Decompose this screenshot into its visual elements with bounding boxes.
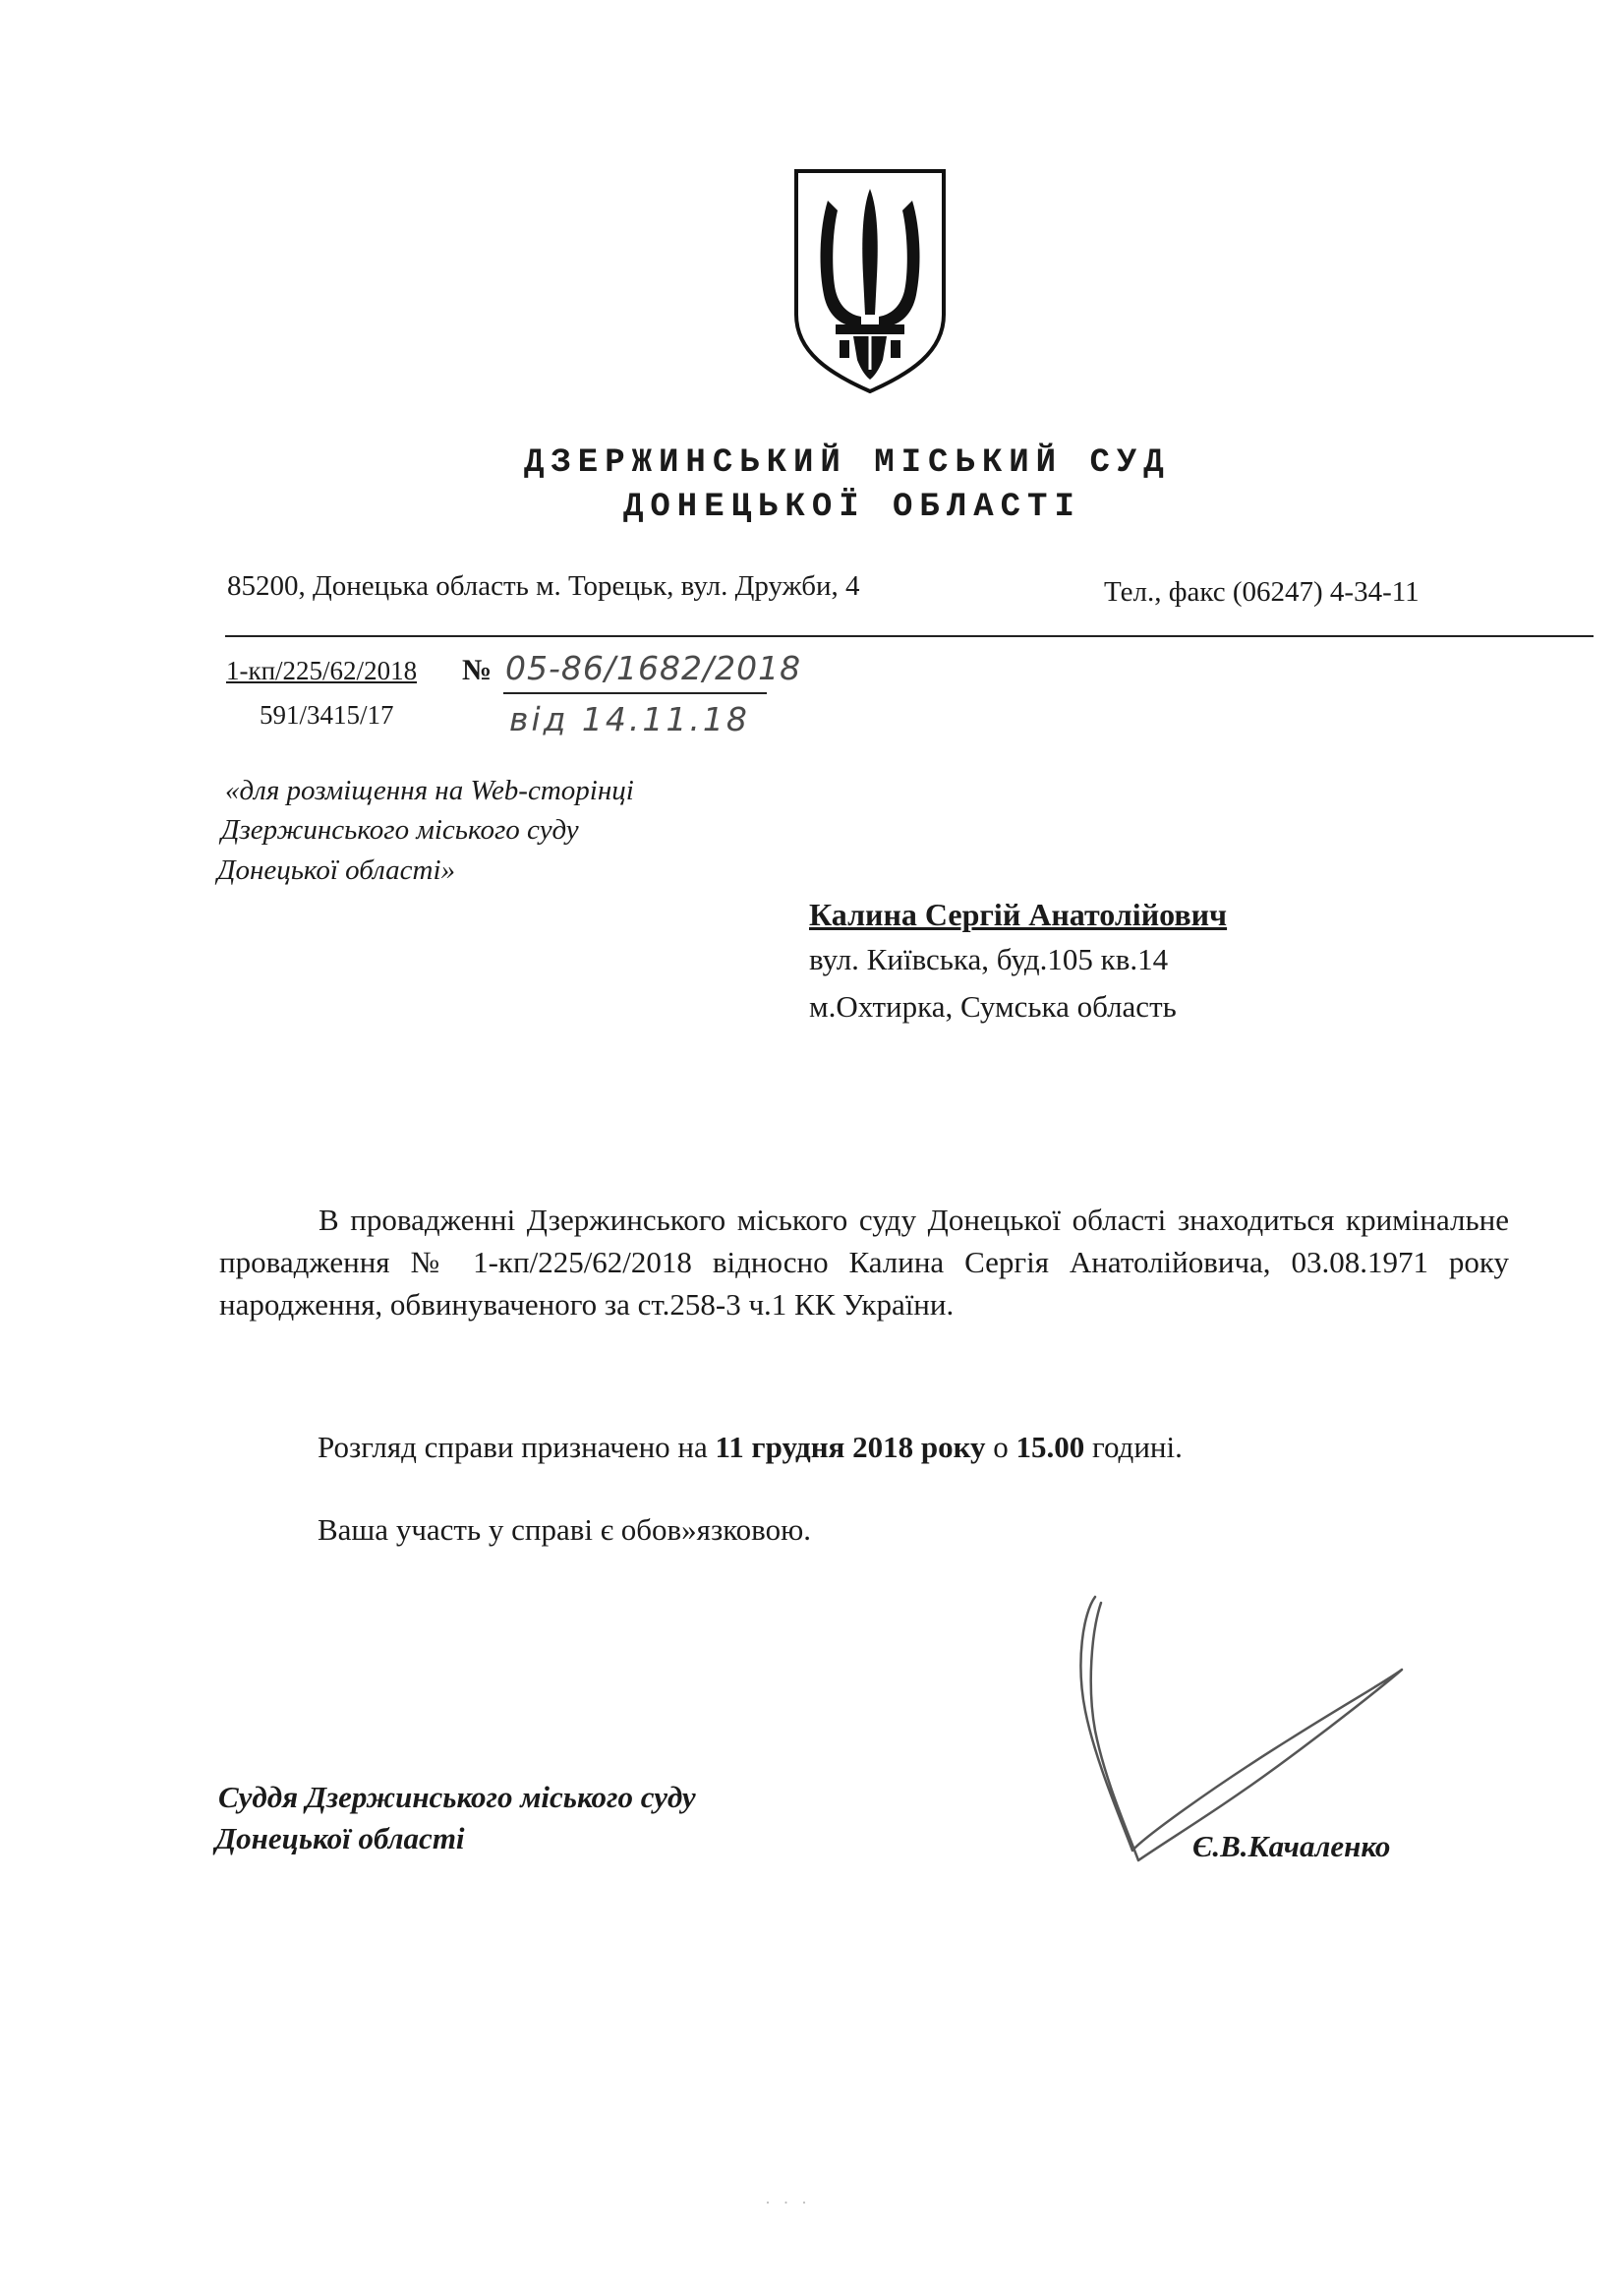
- recipient-address-city: м.Охтирка, Сумська область: [809, 989, 1177, 1024]
- court-phone: Тел., факс (06247) 4-34-11: [1104, 576, 1420, 608]
- body-paragraph-hearing: [318, 1430, 1183, 1465]
- court-name-line2: ДОНЕЦЬКОЇ ОБЛАСТІ: [623, 489, 1081, 526]
- outgoing-date-handwritten: від 14.11.18: [509, 700, 750, 738]
- court-address: 85200, Донецька область м. Торецьк, вул. Дружби, 4: [227, 570, 860, 602]
- web-note-line3: Донецької області»: [217, 854, 456, 886]
- handwritten-signature: [1062, 1593, 1455, 1868]
- body-paragraph-case: В провадженні Дзержинського міського суду Донецької області знаходиться кримінальне провадження № 1-кп/225/62/2018 відносно Калина Сергія Анатолійовича, 03.08.1971 року народження, обвинуваченого за ст.258-3 ч.1 КК України.: [219, 1203, 1509, 1322]
- web-note-line1: «для розміщення на Web-сторінці: [225, 775, 634, 806]
- hearing-text-mid: о: [985, 1430, 1016, 1464]
- case-number: 1-кп/225/62/2018: [226, 656, 418, 685]
- recipient-address-street: вул. Київська, буд.105 кв.14: [809, 942, 1169, 976]
- outgoing-number-underline: [503, 692, 767, 694]
- court-name-line1: ДЗЕРЖИНСЬКИЙ МІСЬКИЙ СУД: [524, 444, 1171, 482]
- body-paragraph-attendance: Ваша участь у справі є обов»язковою.: [318, 1512, 812, 1547]
- footer-mark: · · ·: [765, 2193, 811, 2212]
- judge-title-line1: Суддя Дзержинського міського суду: [218, 1780, 696, 1814]
- coat-of-arms-emblem: [792, 167, 948, 395]
- recipient-name: Калина Сергій Анатолійович: [809, 897, 1228, 932]
- outgoing-number-handwritten: 05-86/1682/2018: [505, 649, 802, 687]
- hearing-text-after: годині.: [1084, 1430, 1183, 1464]
- web-note-line2: Дзержинського міського суду: [221, 814, 579, 846]
- hearing-text-before: Розгляд справи призначено на: [318, 1430, 716, 1464]
- hearing-date: 11 грудня 2018 року: [715, 1430, 986, 1464]
- header-divider: [225, 635, 1594, 637]
- secondary-case-number: 591/3415/17: [260, 700, 394, 730]
- hearing-time: 15.00: [1015, 1430, 1085, 1464]
- number-sign: №: [462, 654, 493, 686]
- judge-name: Є.В.Качаленко: [1192, 1829, 1391, 1863]
- judge-title-line2: Донецької області: [215, 1821, 465, 1855]
